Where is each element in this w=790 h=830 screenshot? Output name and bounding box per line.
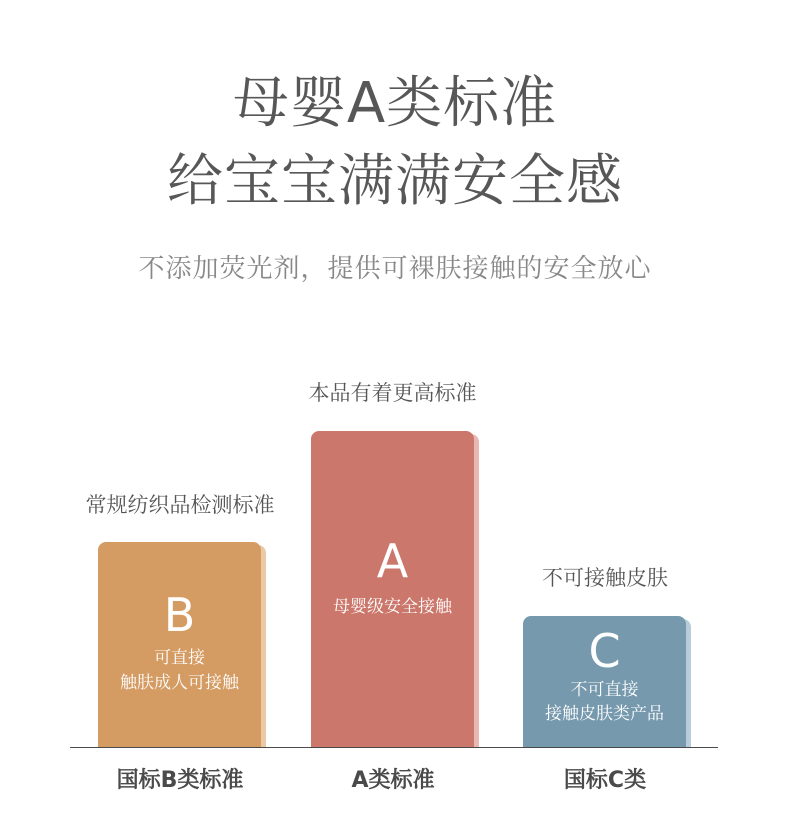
bar-b-desc-line-1: 可直接: [154, 648, 205, 668]
bar-c: [523, 616, 686, 747]
axis-label-c: 国标C类: [563, 768, 647, 793]
headline-line-1: 母婴A类标准: [232, 71, 558, 136]
bar-c-desc-line-1: 不可直接: [570, 680, 639, 700]
baseline-divider: [70, 747, 718, 748]
bar-a: [311, 431, 474, 747]
caption-b: 常规纺织品检测标准: [85, 493, 275, 517]
subtitle: 不添加荧光剂，提供可裸肤接触的安全放心: [138, 254, 652, 284]
bar-c-desc-line-2: 接触皮肤类产品: [545, 704, 664, 724]
headline-line-2: 给宝宝满满安全感: [167, 149, 623, 214]
bar-b-letter: B: [163, 588, 196, 642]
caption-a: 本品有着更高标准: [308, 381, 477, 405]
bar-b-desc-line-2: 触肤成人可接触: [120, 673, 239, 693]
bar-a-desc-line-1: 母婴级安全接触: [333, 597, 452, 617]
bar-a-letter: A: [376, 534, 409, 588]
bar-b: [98, 542, 261, 747]
caption-c: 不可接触皮肤: [542, 566, 668, 590]
axis-label-a: A类标准: [351, 768, 435, 793]
bar-c-letter: C: [588, 624, 621, 678]
axis-label-b: 国标B类标准: [116, 768, 244, 793]
